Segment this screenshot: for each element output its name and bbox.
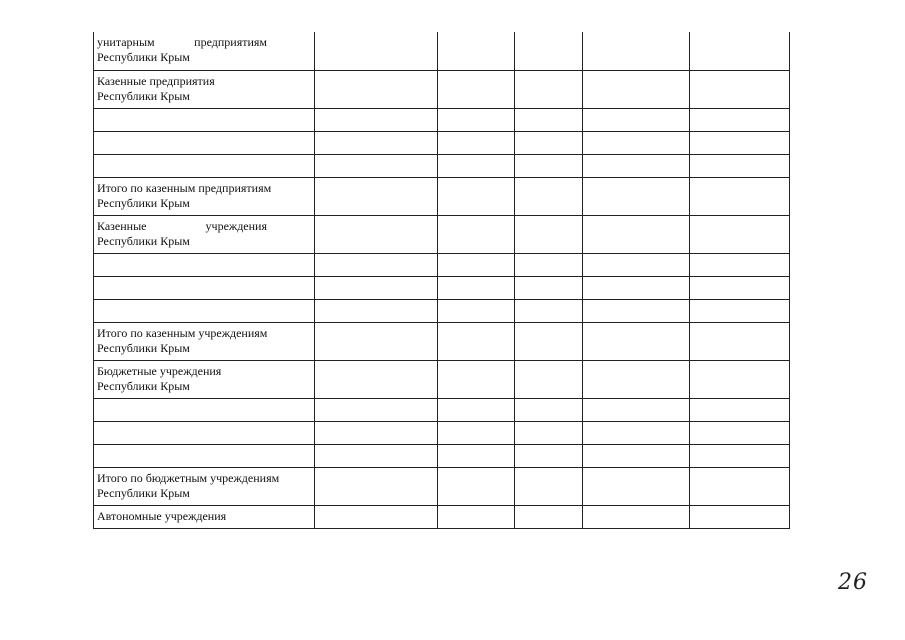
value-cell [515,398,583,421]
row-label-cell [94,467,315,505]
row-label-cell [94,32,315,70]
row-label-line: Республики Крым [97,340,190,355]
value-cell [583,131,690,154]
value-cell [583,154,690,177]
row-label-cell [94,322,315,360]
value-cell [583,70,690,108]
value-cell [315,108,438,131]
value-cell [315,177,438,215]
row-label-cell [94,505,315,528]
value-cell [583,276,690,299]
table-row [94,421,790,444]
table-row [94,276,790,299]
table-row [94,253,790,276]
value-cell [315,154,438,177]
row-label-cell [94,131,315,154]
value-cell [315,299,438,322]
row-label-line: Республики Крым [97,485,190,500]
value-cell [583,505,690,528]
value-cell [583,421,690,444]
row-label-cell [94,398,315,421]
row-label-line: Бюджетные учреждения [97,363,222,378]
value-cell [583,360,690,398]
table-row [94,505,790,528]
value-cell [583,177,690,215]
table-row [94,131,790,154]
value-cell [515,360,583,398]
row-label-cell [94,299,315,322]
row-label-cell [94,444,315,467]
value-cell [438,32,515,70]
value-cell [583,253,690,276]
value-cell [515,131,583,154]
value-cell [690,32,790,70]
data-table [93,32,790,529]
value-cell [438,467,515,505]
value-cell [438,444,515,467]
value-cell [515,444,583,467]
value-cell [583,32,690,70]
value-cell [690,322,790,360]
value-cell [690,70,790,108]
value-cell [438,398,515,421]
table-row [94,215,790,253]
row-label-cell [94,154,315,177]
row-label-line: Республики Крым [97,233,190,248]
row-label-line: Автономные учреждения [97,508,227,523]
row-label-word: учреждения [205,218,267,233]
table-row [94,177,790,215]
value-cell [438,322,515,360]
row-label-cell [94,108,315,131]
value-cell [438,505,515,528]
row-label-cell [94,177,315,215]
row-label-line [97,219,267,234]
value-cell [690,131,790,154]
value-cell [315,467,438,505]
value-cell [690,444,790,467]
value-cell [315,253,438,276]
value-cell [583,108,690,131]
value-cell [690,215,790,253]
value-cell [438,215,515,253]
value-cell [438,253,515,276]
value-cell [438,177,515,215]
table-row [94,360,790,398]
table-row [94,322,790,360]
row-label-line: Республики Крым [97,378,190,393]
page-number: 26 [838,570,868,595]
table-row [94,108,790,131]
row-label-cell [94,276,315,299]
value-cell [583,322,690,360]
value-cell [315,32,438,70]
value-cell [438,299,515,322]
value-cell [690,177,790,215]
value-cell [515,276,583,299]
row-label-line [97,35,267,50]
value-cell [690,505,790,528]
row-label-cell [94,360,315,398]
value-cell [515,70,583,108]
row-label-cell [94,421,315,444]
table-row [94,299,790,322]
value-cell [583,299,690,322]
row-label-line: Республики Крым [97,195,190,210]
table-row [94,467,790,505]
row-label-line: Итого по казенным учреждениям [97,325,268,340]
row-label-line: Итого по бюджетным учреждениям [97,470,280,485]
value-cell [438,108,515,131]
value-cell [690,154,790,177]
row-label-word: Казенные [97,218,147,233]
value-cell [315,70,438,108]
value-cell [315,421,438,444]
table-row [94,444,790,467]
value-cell [315,360,438,398]
table-row [94,70,790,108]
value-cell [515,177,583,215]
value-cell [515,253,583,276]
row-label-line: Республики Крым [97,88,190,103]
row-label-cell [94,253,315,276]
value-cell [583,467,690,505]
value-cell [515,505,583,528]
value-cell [315,131,438,154]
row-label-line: Итого по казенным предприятиям [97,180,272,195]
value-cell [690,299,790,322]
row-label-cell [94,215,315,253]
value-cell [315,398,438,421]
row-label-line: Казенные предприятия [97,73,215,88]
row-label-cell [94,70,315,108]
value-cell [690,360,790,398]
value-cell [583,215,690,253]
value-cell [515,421,583,444]
value-cell [690,398,790,421]
value-cell [583,444,690,467]
value-cell [438,421,515,444]
value-cell [690,421,790,444]
row-label-line: Республики Крым [97,50,190,64]
value-cell [690,467,790,505]
table-row [94,32,790,70]
value-cell [438,360,515,398]
value-cell [690,276,790,299]
value-cell [438,276,515,299]
value-cell [515,32,583,70]
value-cell [515,154,583,177]
row-label-word: унитарным [97,35,155,49]
value-cell [315,505,438,528]
value-cell [438,70,515,108]
value-cell [583,398,690,421]
value-cell [690,253,790,276]
value-cell [438,131,515,154]
value-cell [315,444,438,467]
table-body [94,32,790,528]
row-label-word: предприятиям [194,35,267,49]
value-cell [515,467,583,505]
table-row [94,398,790,421]
value-cell [690,108,790,131]
value-cell [515,322,583,360]
value-cell [515,215,583,253]
value-cell [438,154,515,177]
value-cell [515,299,583,322]
value-cell [315,215,438,253]
value-cell [515,108,583,131]
table-row [94,154,790,177]
value-cell [315,322,438,360]
value-cell [315,276,438,299]
